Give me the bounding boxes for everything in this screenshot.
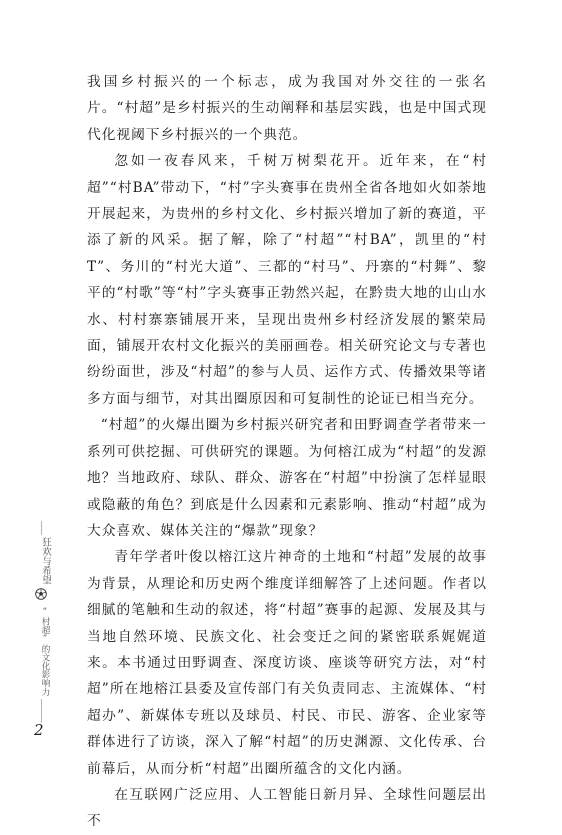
page-number: 2 (34, 721, 44, 739)
football-icon (35, 588, 47, 600)
divider (41, 699, 42, 723)
divider (41, 521, 42, 535)
body-text (87, 69, 487, 835)
paragraph: 忽如一夜春风来，千树万树梨花开。近年来，在“村超”“村BA”带动下，“村”字头赛事在贵州全省各地如火如荼地开展起来，为贵州的乡村文化、乡村振兴增加了新的赛道，平添了新的风采。据了解，除了“村超”“村BA”，凯里的“村T”、务川的“村光大道”、三都的“村马”、丹寨的“村舞”、黎平的“村歌”等“村”字头赛事正勃然兴起，在黔贵大地的山山水水、村村寨寨铺展开来，呈现出贵州乡村经济发展的繁荣局面，铺展开农村文化振兴的美丽画卷。相关研究论文与专著也纷纷面世，涉及“村超”的参与人员、运作方式、传播效果等诸多方面与细节，对其出圈原因和可复制性的论证已相当充分。 (87, 153, 487, 407)
paragraph: 我国乡村振兴的一个标志，成为我国对外交往的一张名片。“村超”是乡村振兴的生动阐释和基层实践，也是中国式现代化视阈下乡村振兴的一个典范。 (87, 74, 487, 143)
book-subtitle: “村超”的文化影响力 (40, 607, 50, 696)
paragraph: 在互联网广泛应用、人工智能日新月异、全球性问题层出不 (87, 786, 487, 830)
paragraph: “村超”的火爆出圈为乡村振兴研究者和田野调查学者带来一系列可供挖掘、可供研究的课题。为何榕江成为“村超”的发源地？当地政府、球队、群众、游客在“村超”中扮演了怎样显眼或隐蔽的角色？到底是什么因素和元素影响、推动“村超”成为大众喜欢、媒体关注的“爆款”现象？ (87, 417, 487, 539)
book-title: 狂欢与希望 (40, 537, 51, 585)
paragraph: 青年学者叶俊以榕江这片神奇的土地和“村超”发展的故事为背景，从理论和历史两个维度详细解答了上述问题。作者以细腻的笔触和生动的叙述，将“村超”赛事的起源、发展及其与当地自然环境、民族文化、社会变迁之间的紧密联系娓娓道来。本书通过田野调查、深度访谈、座谈等研究方法，对“村超”所在地榕江县委及宣传部门有关负责同志、主流媒体、“村超办”、新媒体专班以及球员、村民、市民、游客、企业家等群体进行了访谈，深入了解“村超”的历史渊源、文化传承、台前幕后，从而分析“村超”出圈所蕴含的文化内涵。 (87, 549, 487, 777)
running-header (33, 521, 51, 721)
